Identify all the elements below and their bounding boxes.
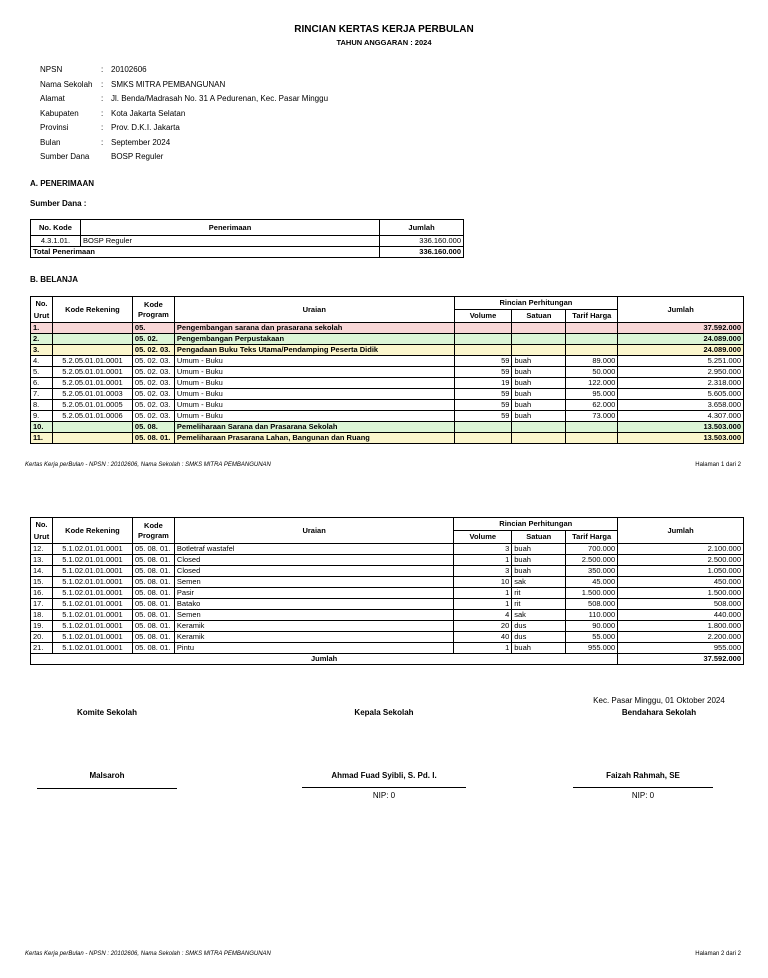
program-cell: 05. 08. 01. [132, 544, 174, 555]
rekening-cell: 5.2.05.01.01.0005 [52, 400, 132, 411]
volume-cell: 1 [454, 555, 512, 566]
uraian-cell: Pengembangan sarana dan prasarana sekolah [174, 323, 454, 334]
info-row [40, 136, 328, 151]
rekening-cell: 5.1.02.01.01.0001 [52, 621, 132, 632]
table-row [31, 389, 744, 400]
info-value: Prov. D.K.I. Jakarta [111, 123, 180, 132]
rekening-cell: 5.2.05.01.01.0003 [52, 389, 132, 400]
komite-name: Malsaroh [89, 771, 125, 780]
info-label: Bulan [40, 137, 61, 147]
rekening-cell: 5.1.02.01.01.0001 [52, 610, 132, 621]
uraian-cell: Botletraf wastafel [174, 544, 453, 555]
header-kode-rekening: Kode Rekening [52, 518, 132, 544]
info-label: Sumber Dana [40, 152, 90, 161]
satuan-cell: buah [512, 378, 566, 389]
jumlah-cell: 336.160.000 [380, 236, 464, 247]
jumlah-cell: 5.251.000 [618, 356, 744, 367]
info-value: September 2024 [111, 137, 171, 147]
uraian-cell: Pasir [174, 588, 453, 599]
info-separator: : [101, 79, 104, 89]
no-cell: 15. [31, 577, 53, 588]
info-value: 20102606 [111, 65, 147, 74]
info-row [40, 78, 328, 93]
satuan-cell [512, 422, 566, 433]
satuan-cell: sak [512, 610, 566, 621]
rekening-cell: 5.2.05.01.01.0001 [52, 378, 132, 389]
volume-cell: 3 [454, 544, 512, 555]
table-row [31, 400, 744, 411]
volume-cell: 4 [454, 610, 512, 621]
header-volume: Volume [454, 310, 512, 323]
header-kode-program: Kode Program [132, 297, 174, 323]
jumlah-cell: 955.000 [618, 643, 744, 654]
jumlah-cell: 450.000 [618, 577, 744, 588]
total-label: Total Penerimaan [31, 247, 380, 258]
no-cell: 16. [31, 588, 53, 599]
tarif-cell [566, 323, 618, 334]
tarif-cell: 700.000 [566, 544, 618, 555]
rekening-cell: 5.2.05.01.01.0001 [52, 367, 132, 378]
table-row [31, 356, 744, 367]
uraian-cell: Umum - Buku [174, 389, 454, 400]
rekening-cell: 5.1.02.01.01.0001 [52, 555, 132, 566]
uraian-cell: Pemeliharaan Sarana dan Prasarana Sekolah [174, 422, 454, 433]
satuan-cell [512, 323, 566, 334]
header-volume: Volume [454, 531, 512, 544]
info-separator: : [101, 137, 104, 147]
no-cell: 12. [31, 544, 53, 555]
uraian-cell: Pengembangan Perpustakaan [174, 334, 454, 345]
header-tarif: Tarif Harga [566, 531, 618, 544]
program-cell: 05. 08. 01. [132, 588, 174, 599]
volume-cell: 19 [454, 378, 512, 389]
section-penerimaan-title: A. PENERIMAAN [30, 179, 95, 188]
no-cell: 13. [31, 555, 53, 566]
kepala-signature-line [302, 787, 466, 788]
tarif-cell: 110.000 [566, 610, 618, 621]
program-cell: 05. 02. [132, 334, 174, 345]
table-row [31, 378, 744, 389]
uraian-cell: Closed [174, 566, 453, 577]
table-row [31, 599, 744, 610]
document-subtitle: TAHUN ANGGARAN : 2024 [336, 38, 432, 47]
info-row [40, 150, 328, 165]
volume-cell: 1 [454, 588, 512, 599]
volume-cell [454, 334, 512, 345]
header-satuan: Satuan [512, 531, 566, 544]
uraian-cell: Keramik [174, 621, 453, 632]
belanja-table-page1 [30, 296, 744, 444]
no-cell: 21. [31, 643, 53, 654]
info-label: Provinsi [40, 123, 69, 132]
penerimaan-table [30, 219, 464, 258]
table-row [31, 566, 744, 577]
jumlah-cell: 1.800.000 [618, 621, 744, 632]
program-cell: 05. 08. 01. [132, 555, 174, 566]
table-row [31, 411, 744, 422]
info-separator: : [101, 94, 104, 103]
place-date: Kec. Pasar Minggu, 01 Oktober 2024 [593, 696, 725, 705]
tarif-cell: 955.000 [566, 643, 618, 654]
header-uraian: Uraian [174, 518, 453, 544]
jumlah-cell: 24.089.000 [618, 334, 744, 345]
satuan-cell: buah [512, 555, 566, 566]
no-cell: 14. [31, 566, 53, 577]
uraian-cell: Umum - Buku [174, 411, 454, 422]
tarif-cell: 350.000 [566, 566, 618, 577]
info-separator: : [101, 123, 104, 132]
table-row [31, 577, 744, 588]
program-cell: 05. 02. 03. [132, 345, 174, 356]
komite-role: Komite Sekolah [76, 708, 137, 717]
no-cell: 17. [31, 599, 53, 610]
tarif-cell: 90.000 [566, 621, 618, 632]
uraian-cell: Batako [174, 599, 453, 610]
uraian-cell: Pemeliharaan Prasarana Lahan, Bangunan dan Ruang [174, 433, 454, 444]
rekening-cell: 5.1.02.01.01.0001 [52, 632, 132, 643]
kepala-name: Ahmad Fuad Syibli, S. Pd. I. [331, 771, 437, 780]
table-row [31, 643, 744, 654]
total-row [31, 247, 464, 258]
header-satuan: Satuan [512, 310, 566, 323]
rekening-cell [52, 345, 132, 356]
table-row [31, 422, 744, 433]
table-row [31, 345, 744, 356]
jumlah-cell: 37.592.000 [618, 323, 744, 334]
rekening-cell: 5.1.02.01.01.0001 [52, 566, 132, 577]
rekening-cell: 5.1.02.01.01.0001 [52, 544, 132, 555]
no-cell: 1. [31, 323, 53, 334]
header-rincian: Rincian Perhitungan [454, 518, 618, 531]
bendahara-name: Faizah Rahmah, SE [606, 771, 680, 780]
rekening-cell: 5.2.05.01.01.0001 [52, 356, 132, 367]
kode-cell: 4.3.1.01. [31, 236, 81, 247]
satuan-cell: buah [512, 544, 566, 555]
jumlah-cell: 2.500.000 [618, 555, 744, 566]
satuan-cell: buah [512, 356, 566, 367]
program-cell: 05. 08. 01. [132, 577, 174, 588]
volume-cell: 3 [454, 566, 512, 577]
uraian-cell: Closed [174, 555, 453, 566]
rekening-cell [52, 323, 132, 334]
no-cell: 9. [31, 411, 53, 422]
rekening-cell: 5.2.05.01.01.0006 [52, 411, 132, 422]
table-row [31, 323, 744, 334]
school-info [40, 63, 328, 165]
tarif-cell: 508.000 [566, 599, 618, 610]
rekening-cell: 5.1.02.01.01.0001 [52, 577, 132, 588]
tarif-cell: 1.500.000 [566, 588, 618, 599]
jumlah-total: 37.592.000 [618, 654, 744, 665]
header-no-urut: No. Urut [31, 297, 53, 323]
header-penerimaan: Penerimaan [80, 220, 379, 236]
program-cell: 05. 08. [132, 422, 174, 433]
uraian-cell: Semen [174, 577, 453, 588]
header-jumlah: Jumlah [380, 220, 464, 236]
info-value: SMKS MITRA PEMBANGUNAN [111, 79, 226, 89]
no-cell: 11. [31, 433, 53, 444]
bendahara-nip: NIP: 0 [631, 791, 655, 800]
satuan-cell: buah [512, 400, 566, 411]
satuan-cell: dus [512, 621, 566, 632]
header-kode-rekening: Kode Rekening [52, 297, 132, 323]
jumlah-cell: 4.307.000 [618, 411, 744, 422]
program-cell: 05. 08. 01. [132, 643, 174, 654]
no-cell: 10. [31, 422, 53, 433]
program-cell: 05. 08. 01. [132, 621, 174, 632]
uraian-cell: Umum - Buku [174, 400, 454, 411]
program-cell: 05. 02. 03. [132, 378, 174, 389]
program-cell: 05. 02. 03. [132, 389, 174, 400]
tarif-cell [566, 345, 618, 356]
page2-number: Halaman 2 dari 2 [695, 951, 741, 957]
info-label: Kabupaten [40, 108, 79, 118]
program-cell: 05. [132, 323, 174, 334]
page1-number: Halaman 1 dari 2 [695, 462, 741, 468]
volume-cell: 59 [454, 411, 512, 422]
table-row [31, 555, 744, 566]
volume-cell [454, 345, 512, 356]
satuan-cell: buah [512, 566, 566, 577]
info-row [40, 92, 328, 107]
volume-cell: 40 [454, 632, 512, 643]
header-jumlah: Jumlah [618, 297, 744, 323]
jumlah-cell: 1.500.000 [618, 588, 744, 599]
jumlah-label: Jumlah [31, 654, 618, 665]
tarif-cell: 50.000 [566, 367, 618, 378]
tarif-cell [566, 433, 618, 444]
tarif-cell: 89.000 [566, 356, 618, 367]
volume-cell: 59 [454, 389, 512, 400]
uraian-cell: Pengadaan Buku Teks Utama/Pendamping Peserta Didik [174, 345, 454, 356]
no-cell: 3. [31, 345, 53, 356]
volume-cell [454, 422, 512, 433]
uraian-cell: Semen [174, 610, 453, 621]
info-row [40, 121, 328, 136]
jumlah-cell: 3.658.000 [618, 400, 744, 411]
komite-signature-line [37, 788, 177, 789]
tarif-cell [566, 422, 618, 433]
jumlah-cell: 5.605.000 [618, 389, 744, 400]
table-row [31, 588, 744, 599]
program-cell: 05. 08. 01. [132, 632, 174, 643]
jumlah-cell: 13.503.000 [618, 422, 744, 433]
volume-cell: 1 [454, 643, 512, 654]
no-cell: 8. [31, 400, 53, 411]
no-cell: 18. [31, 610, 53, 621]
info-separator: : [101, 108, 104, 118]
volume-cell: 10 [454, 577, 512, 588]
page2-footer-text: Kertas Kerja perBulan - NPSN : 20102606, Nama Sekolah : SMKS MITRA PEMBANGUNAN [25, 951, 271, 957]
uraian-cell: Umum - Buku [174, 378, 454, 389]
info-separator [101, 150, 111, 165]
table-row [31, 632, 744, 643]
no-cell: 4. [31, 356, 53, 367]
page1-footer-text: Kertas Kerja perBulan - NPSN : 20102606, Nama Sekolah : SMKS MITRA PEMBANGUNAN [25, 462, 271, 468]
jumlah-cell: 508.000 [618, 599, 744, 610]
header-tarif: Tarif Harga [566, 310, 618, 323]
jumlah-cell: 2.318.000 [618, 378, 744, 389]
program-cell: 05. 02. 03. [132, 400, 174, 411]
header-kode-program: Kode Program [132, 518, 174, 544]
kepala-role: Kepala Sekolah [354, 708, 414, 717]
satuan-cell: dus [512, 632, 566, 643]
satuan-cell: rit [512, 599, 566, 610]
no-cell: 6. [31, 378, 53, 389]
tarif-cell [566, 334, 618, 345]
satuan-cell: sak [512, 577, 566, 588]
document-title: RINCIAN KERTAS KERJA PERBULAN [294, 24, 474, 35]
bendahara-signature-line [573, 787, 713, 788]
satuan-cell: rit [512, 588, 566, 599]
no-cell: 7. [31, 389, 53, 400]
section-belanja-title: B. BELANJA [30, 275, 79, 284]
table-row [31, 610, 744, 621]
program-cell: 05. 08. 01. [132, 566, 174, 577]
volume-cell [454, 323, 512, 334]
info-value: Jl. Benda/Madrasah No. 31 A Pedurenan, Kec. Pasar Minggu [111, 94, 329, 103]
no-cell: 5. [31, 367, 53, 378]
info-value: BOSP Reguler [111, 152, 164, 161]
info-value: Kota Jakarta Selatan [111, 108, 186, 118]
info-label: NPSN [40, 65, 63, 74]
no-cell: 19. [31, 621, 53, 632]
header-no-kode: No. Kode [31, 220, 81, 236]
no-cell: 2. [31, 334, 53, 345]
program-cell: 05. 02. 03. [132, 411, 174, 422]
program-cell: 05. 08. 01. [132, 599, 174, 610]
table-row [31, 367, 744, 378]
info-row [40, 63, 328, 78]
uraian-cell: Umum - Buku [174, 367, 454, 378]
table-row [31, 334, 744, 345]
satuan-cell: buah [512, 389, 566, 400]
volume-cell: 20 [454, 621, 512, 632]
table-row [31, 236, 464, 247]
tarif-cell: 55.000 [566, 632, 618, 643]
table-row [31, 621, 744, 632]
no-cell: 20. [31, 632, 53, 643]
info-separator: : [101, 65, 104, 74]
rekening-cell: 5.1.02.01.01.0001 [52, 599, 132, 610]
header-jumlah: Jumlah [618, 518, 744, 544]
satuan-cell: buah [512, 367, 566, 378]
rekening-cell [52, 334, 132, 345]
table-row [31, 544, 744, 555]
jumlah-cell: 2.950.000 [618, 367, 744, 378]
jumlah-cell: 24.089.000 [618, 345, 744, 356]
satuan-cell [512, 345, 566, 356]
jumlah-cell: 2.200.000 [618, 632, 744, 643]
total-value: 336.160.000 [380, 247, 464, 258]
bendahara-role: Bendahara Sekolah [621, 708, 697, 717]
satuan-cell [512, 433, 566, 444]
jumlah-cell: 2.100.000 [618, 544, 744, 555]
program-cell: 05. 02. 03. [132, 356, 174, 367]
tarif-cell: 2.500.000 [566, 555, 618, 566]
jumlah-cell: 1.050.000 [618, 566, 744, 577]
tarif-cell: 45.000 [566, 577, 618, 588]
penerimaan-cell: BOSP Reguler [80, 236, 379, 247]
info-label: Nama Sekolah [40, 79, 93, 89]
uraian-cell: Pintu [174, 643, 453, 654]
info-label: Alamat [40, 94, 65, 103]
belanja-table-page2 [30, 517, 744, 665]
jumlah-cell: 440.000 [618, 610, 744, 621]
kepala-nip: NIP: 0 [372, 791, 396, 800]
rekening-cell: 5.1.02.01.01.0001 [52, 588, 132, 599]
header-uraian: Uraian [174, 297, 454, 323]
uraian-cell: Keramik [174, 632, 453, 643]
info-row [40, 107, 328, 122]
program-cell: 05. 08. 01. [132, 433, 174, 444]
tarif-cell: 95.000 [566, 389, 618, 400]
header-no-urut: No. Urut [31, 518, 53, 544]
tarif-cell: 122.000 [566, 378, 618, 389]
program-cell: 05. 02. 03. [132, 367, 174, 378]
satuan-cell: buah [512, 411, 566, 422]
program-cell: 05. 08. 01. [132, 610, 174, 621]
volume-cell: 1 [454, 599, 512, 610]
volume-cell [454, 433, 512, 444]
volume-cell: 59 [454, 356, 512, 367]
rekening-cell: 5.1.02.01.01.0001 [52, 643, 132, 654]
uraian-cell: Umum - Buku [174, 356, 454, 367]
volume-cell: 59 [454, 367, 512, 378]
volume-cell: 59 [454, 400, 512, 411]
total-row [31, 654, 744, 665]
rekening-cell [52, 422, 132, 433]
tarif-cell: 62.000 [566, 400, 618, 411]
rekening-cell [52, 433, 132, 444]
jumlah-cell: 13.503.000 [618, 433, 744, 444]
satuan-cell: buah [512, 643, 566, 654]
sumber-dana-label: Sumber Dana : [30, 199, 87, 208]
tarif-cell: 73.000 [566, 411, 618, 422]
satuan-cell [512, 334, 566, 345]
header-rincian: Rincian Perhitungan [454, 297, 618, 310]
table-row [31, 433, 744, 444]
